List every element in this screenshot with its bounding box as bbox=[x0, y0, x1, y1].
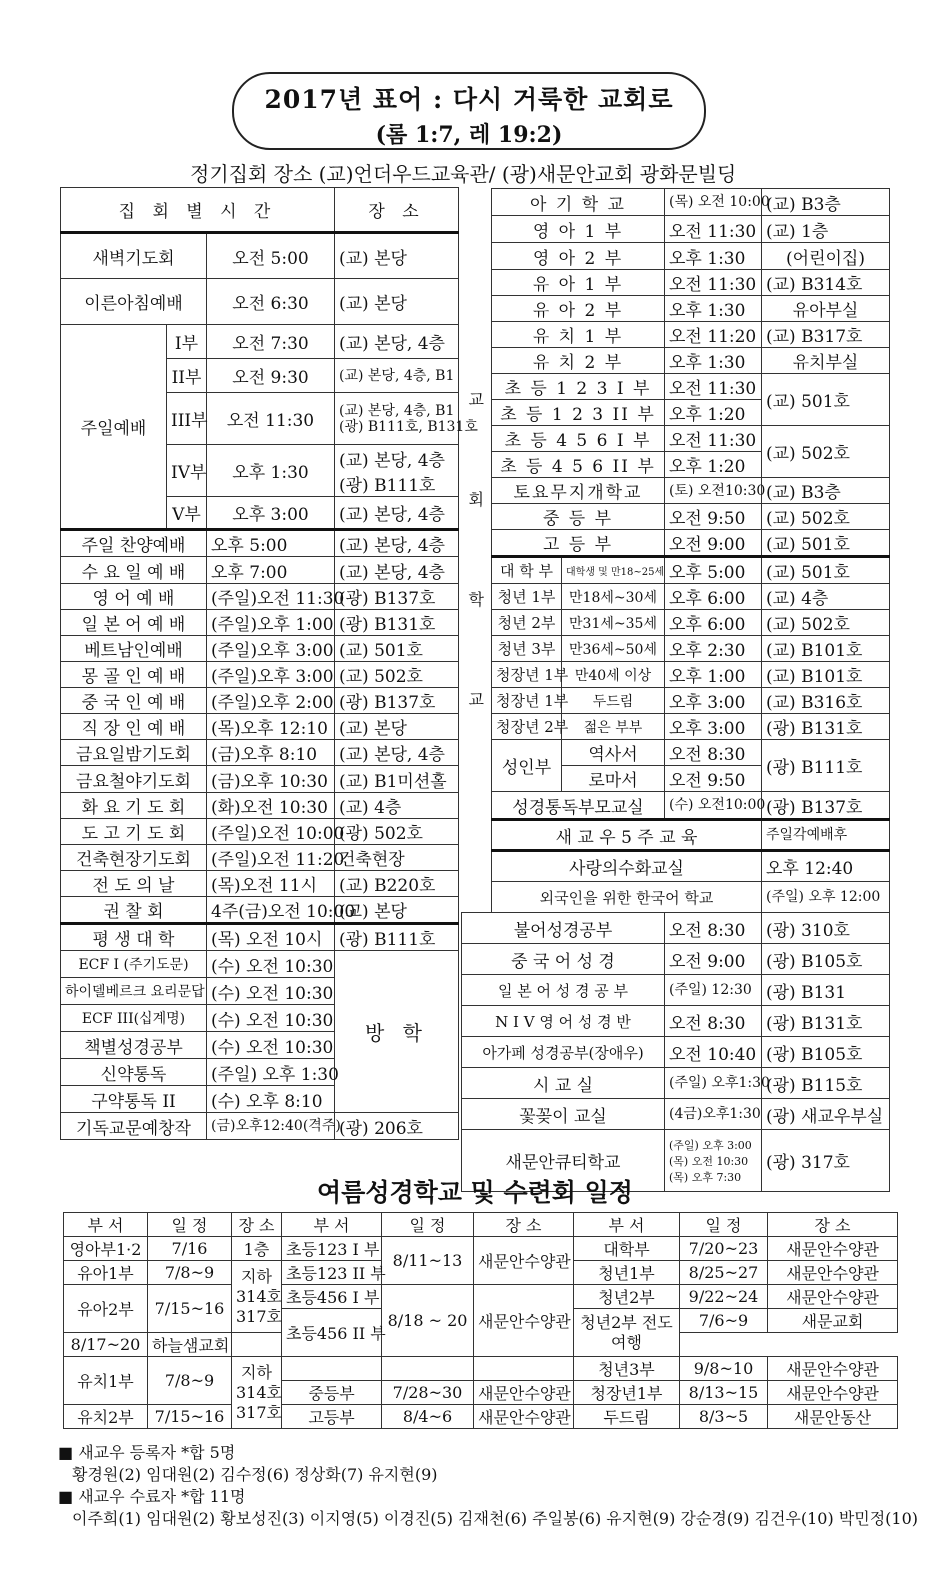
registration-title: ■ 새교우 등록자 *합 5명 bbox=[58, 1443, 236, 1462]
table-row: N I V 영 어 성 경 반 오전 8:30 (광) B131호 bbox=[462, 1006, 890, 1037]
table-row: 새벽기도회 오전 5:00 (교) 본당 bbox=[61, 233, 459, 279]
table-row: 영아부1·2 7/16 1층 초등123 I 부 8/11~13 새문안수양관 대학부 7/20~23 새문안수양관 bbox=[64, 1237, 898, 1261]
table-row: 중 국 어 성 경 오전 9:00 (광) B105호 bbox=[462, 944, 890, 975]
vacation-label: 방 학 bbox=[335, 951, 459, 1113]
table-row: 주일예배 I부 오전 7:30 (교) 본당, 4층 bbox=[61, 325, 459, 359]
table-row: 청장년 1부 만40세 이상 오후 1:00 (교) B101호 bbox=[462, 662, 890, 688]
table-row: 교 회 학 교 아 기 학 교 (목) 오전 10:00 (교) B3층 bbox=[462, 189, 890, 216]
table-row: 건축현장기도회 (주일)오전 11:20 건축현장 bbox=[61, 845, 459, 871]
table-row: 기독교문예창작 (금)오후12:40(격주) (광) 206호 bbox=[61, 1113, 459, 1140]
motto-box bbox=[232, 72, 706, 150]
table-row: 사랑의수화교실 오후 12:40 bbox=[462, 851, 890, 882]
table-row: 청년 2부 만31세~35세 오후 6:00 (교) 502호 bbox=[462, 610, 890, 636]
table-row: 책별성경공부 (수) 오전 10:30 bbox=[61, 1032, 459, 1059]
table-row: IV부 오후 1:30 (교) 본당, 4층 (광) B111호 bbox=[61, 445, 459, 497]
table-header-row bbox=[61, 188, 459, 233]
table-row: 유치2부 7/15~16 고등부 8/4~6 새문안수양관 두드림 8/3~5 새문안동산 bbox=[64, 1405, 898, 1429]
table-row: 유 치 2 부 오후 1:30 유치부실 bbox=[462, 348, 890, 374]
table-row: 신약통독 (주일) 오후 1:30 bbox=[61, 1059, 459, 1086]
table-row: 수 요 일 예 배 오후 7:00 (교) 본당, 4층 bbox=[61, 557, 459, 584]
church-school-table bbox=[461, 188, 890, 1192]
table-row: 권 찰 회 4주(금)오전 10:00 (교) 본당 bbox=[61, 897, 459, 924]
table-row: 구약통독 II (수) 오후 8:10 bbox=[61, 1086, 459, 1113]
summer-header-row: 부 서 일 정 장 소 부 서 일 정 장 소 부 서 일 정 장 소 bbox=[64, 1213, 898, 1237]
venue-note: 정기집회 장소 (교)언더우드교육관/ (광)새문안교회 광화문빌딩 bbox=[190, 162, 737, 186]
table-row: 베트남인예배 (주일)오후 3:00 (교) 501호 bbox=[61, 636, 459, 662]
table-row: 시 교 실 (주일) 오후1:30 (광) B115호 bbox=[462, 1068, 890, 1099]
table-row: III부 오전 11:30 (교) 본당, 4층, B1 (광) B111호, B131호 bbox=[61, 393, 459, 445]
table-row: 유 아 2 부 오후 1:30 유아부실 bbox=[462, 296, 890, 322]
header-time: 집 회 별 시 간 bbox=[61, 188, 335, 233]
table-row: 유아1부 7/8~9 지하 314호 317호 초등123 II 부 청년1부 8/25~27 새문안수양관 bbox=[64, 1261, 898, 1285]
table-row: 화 요 기 도 회 (화)오전 10:30 (교) 4층 bbox=[61, 793, 459, 819]
summer-title: 여름성경학교 및 수련회 일정 bbox=[317, 1178, 633, 1207]
table-row: 유아2부 7/15~16 초등456 I 부 8/18 ~ 20 새문안수양관 청년2부 9/22~24 새문안수양관 bbox=[64, 1285, 898, 1309]
table-row: 중 국 인 예 배 (주일)오후 2:00 (광) B137호 bbox=[61, 688, 459, 714]
table-row: 몽 골 인 예 배 (주일)오후 3:00 (교) 502호 bbox=[61, 662, 459, 688]
summer-schedule-table bbox=[63, 1212, 898, 1429]
table-row: 초등456 II 부 청년2부 전도여행 7/6~9 새문교회 bbox=[64, 1309, 898, 1333]
table-row: 하이델베르크 요리문답 (수) 오전 10:30 bbox=[61, 978, 459, 1005]
table-row: 불어성경공부 오전 8:30 (광) 310호 bbox=[462, 913, 890, 944]
table-row: 영 아 2 부 오후 1:30 (어린이집) bbox=[462, 243, 890, 270]
table-row: 초 등 4 5 6 II 부 오후 1:20 bbox=[462, 452, 890, 478]
table-row: 청년 1부 만18세~30세 오후 6:00 (교) 4층 bbox=[462, 584, 890, 610]
table-row: ECF III(십계명) (수) 오전 10:30 bbox=[61, 1005, 459, 1032]
table-row: II부 오전 9:30 (교) 본당, 4층, B1 bbox=[61, 359, 459, 393]
church-school-label: 교 회 학 교 bbox=[462, 189, 492, 913]
completion-names: 이주희(1) 임대원(2) 황보성진(3) 이지영(5) 이경진(5) 김재천(6) 주일봉(6) 유지현(9) 강순경(9) 김건우(10) 박민정(10) bbox=[72, 1509, 919, 1528]
table-row: 유 아 1 부 오전 11:30 (교) B314호 bbox=[462, 270, 890, 296]
table-row: V부 오후 3:00 (교) 본당, 4층 bbox=[61, 497, 459, 530]
table-row: 평 생 대 학 (목) 오전 10시 (광) B111호 bbox=[61, 924, 459, 951]
motto-line1: 2017년 표어 : 다시 거룩한 교회로 bbox=[264, 85, 674, 114]
table-row: 토요무지개학교 (토) 오전10:30 (교) B3층 bbox=[462, 478, 890, 504]
motto-line2: (롬 1:7, 레 19:2) bbox=[375, 122, 563, 148]
registration-names: 황경원(2) 임대원(2) 김수정(6) 정상화(7) 유지현(9) bbox=[72, 1465, 438, 1484]
table-row: 성인부 역사서 오전 8:30 (광) B111호 bbox=[462, 740, 890, 766]
table-row: 유치1부 7/8~9 지하 314호 317호 청년3부 9/8~10 새문안수양관 bbox=[64, 1357, 898, 1381]
table-row: 영 어 예 배 (주일)오전 11:30 (광) B137호 bbox=[61, 584, 459, 610]
sunday-service-label: 주일예배 bbox=[61, 325, 167, 530]
table-row: 초 등 1 2 3 II 부 오후 1:20 bbox=[462, 400, 890, 426]
table-row: 초 등 1 2 3 I 부 오전 11:30 (교) 501호 bbox=[462, 374, 890, 400]
table-row: 청장년 1부 두드림 오후 3:00 (교) B316호 bbox=[462, 688, 890, 714]
table-row: 이른아침예배 오전 6:30 (교) 본당 bbox=[61, 279, 459, 325]
table-row: 성경통독부모교실 (수) 오전10:00 (광) B137호 bbox=[462, 792, 890, 820]
header-place: 장 소 bbox=[335, 188, 459, 233]
table-row: 아가페 성경공부(장애우) 오전 10:40 (광) B105호 bbox=[462, 1037, 890, 1068]
table-row: 8/17~20 하늘샘교회 bbox=[64, 1333, 898, 1357]
table-row: 주일 찬양예배 오후 5:00 (교) 본당, 4층 bbox=[61, 530, 459, 557]
table-row: 영 아 1 부 오전 11:30 (교) 1층 bbox=[462, 216, 890, 243]
table-row: 유 치 1 부 오전 11:20 (교) B317호 bbox=[462, 322, 890, 348]
table-row: 외국인을 위한 한국어 학교 (주일) 오후 12:00 bbox=[462, 882, 890, 913]
table-row: 청년 3부 만36세~50세 오후 2:30 (교) B101호 bbox=[462, 636, 890, 662]
table-row: 중 등 부 오전 9:50 (교) 502호 bbox=[462, 504, 890, 530]
table-row: 새 교 우 5 주 교 육 주일각예배후 bbox=[462, 820, 890, 851]
table-row: 금요일밤기도회 (금)오후 8:10 (교) 본당, 4층 bbox=[61, 740, 459, 766]
table-row: 도 고 기 도 회 (주일)오전 10:00 (광) 502호 bbox=[61, 819, 459, 845]
table-row: 고 등 부 오전 9:00 (교) 501호 bbox=[462, 530, 890, 557]
table-row: 일 본 어 예 배 (주일)오후 1:00 (광) B131호 bbox=[61, 610, 459, 636]
table-row: ECF I (주기도문) (수) 오전 10:30 방 학 bbox=[61, 951, 459, 978]
table-row: 로마서 오전 9:50 bbox=[462, 766, 890, 792]
table-row: 일 본 어 성 경 공 부 (주일) 12:30 (광) B131 bbox=[462, 975, 890, 1006]
completion-title: ■ 새교우 수료자 *합 11명 bbox=[58, 1487, 246, 1506]
newcomer-notes bbox=[58, 1442, 918, 1530]
table-row: 대 학 부 대학생 및 만18~25세 오후 5:00 (교) 501호 bbox=[462, 557, 890, 584]
table-row: 새문안큐티학교 (주일) 오후 3:00 (목) 오전 10:30 (목) 오후 7:30 (광) 317호 bbox=[462, 1130, 890, 1192]
table-row: 초 등 4 5 6 I 부 오전 11:30 (교) 502호 bbox=[462, 426, 890, 452]
table-row: 중등부 7/28~30 새문안수양관 청장년1부 8/13~15 새문안수양관 bbox=[64, 1381, 898, 1405]
table-row: 직 장 인 예 배 (목)오후 12:10 (교) 본당 bbox=[61, 714, 459, 740]
table-row: 전 도 의 날 (목)오전 11시 (교) B220호 bbox=[61, 871, 459, 897]
table-row: 금요철야기도회 (금)오후 10:30 (교) B1미션홀 bbox=[61, 766, 459, 793]
table-row: 청장년 2부 젊은 부부 오후 3:00 (광) B131호 bbox=[462, 714, 890, 740]
table-row: 꽃꽂이 교실 (4금)오후1:30 (광) 새교우부실 bbox=[462, 1099, 890, 1130]
